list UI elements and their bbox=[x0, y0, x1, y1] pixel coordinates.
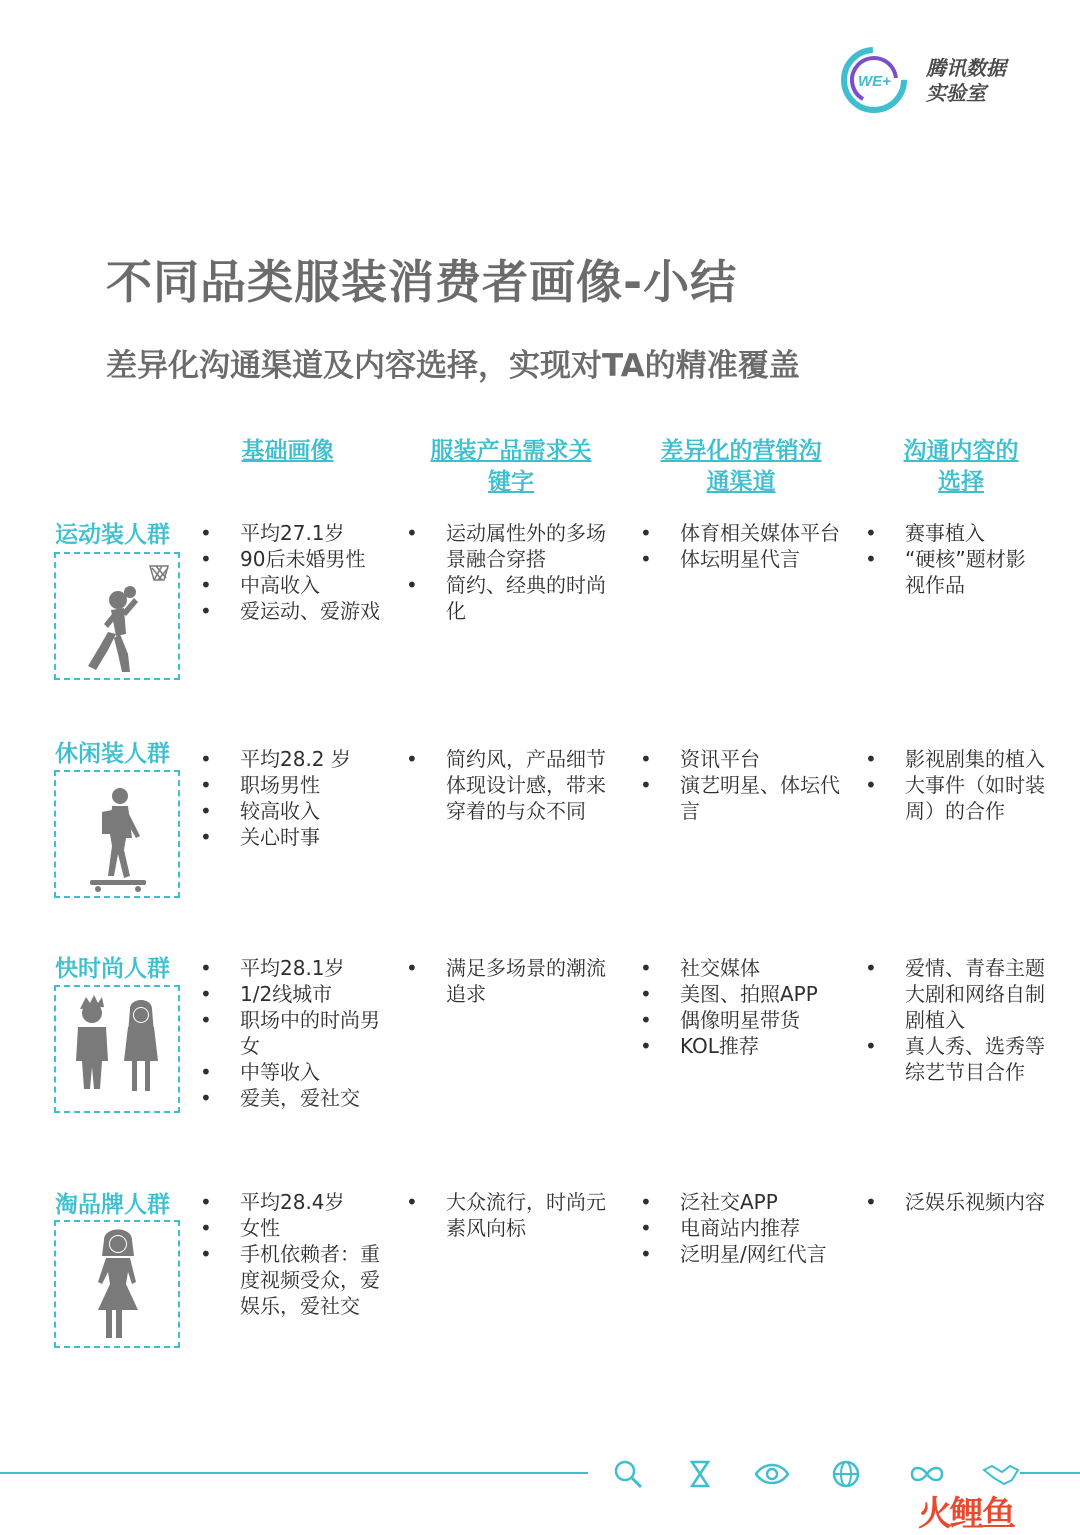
column-header-text: 差异化的营销沟 bbox=[660, 438, 822, 464]
list-item: • 较高收入 bbox=[240, 798, 390, 824]
basketball-player-icon bbox=[54, 552, 180, 680]
column-header-channels bbox=[645, 436, 837, 498]
list-item: • 资讯平台 bbox=[680, 746, 840, 772]
list-item: • 大众流行，时尚元素风向标 bbox=[446, 1189, 606, 1241]
group-label-casual: 休闲装人群 bbox=[55, 741, 170, 767]
list-item: • 关心时事 bbox=[240, 824, 390, 850]
column-header-text: 服装产品需求关 bbox=[430, 438, 592, 464]
column-header-keywords bbox=[416, 436, 606, 498]
list-item: • 运动属性外的多场景融合穿搭 bbox=[446, 520, 606, 572]
footer-divider bbox=[0, 1472, 588, 1474]
column-header-text: 基础画像 bbox=[241, 438, 334, 464]
list-item: • 赛事植入 bbox=[905, 520, 1045, 546]
column-header-text: 沟通内容的 bbox=[903, 438, 1019, 464]
list-item: • 平均28.2 岁 bbox=[240, 746, 390, 772]
column-header-text: 键字 bbox=[488, 469, 534, 495]
list-item: • 平均27.1岁 bbox=[240, 520, 390, 546]
group4-channels-cell bbox=[680, 1189, 840, 1267]
list-item: • 简约、经典的时尚化 bbox=[446, 572, 606, 624]
list-item: • 泛娱乐视频内容 bbox=[905, 1189, 1045, 1215]
page-title: 不同品类服装消费者画像-小结 bbox=[106, 255, 738, 309]
group4-keywords-cell bbox=[446, 1189, 606, 1241]
column-header-text: 通渠道 bbox=[706, 469, 776, 495]
list-item: • 满足多场景的潮流追求 bbox=[446, 955, 606, 1007]
list-item: • 女性 bbox=[240, 1215, 390, 1241]
search-icon bbox=[612, 1458, 644, 1490]
column-header-profile bbox=[205, 436, 370, 467]
page-subtitle: 差异化沟通渠道及内容选择，实现对TA的精准覆盖 bbox=[106, 348, 800, 384]
group4-profile-cell bbox=[240, 1189, 390, 1319]
group2-content-cell bbox=[905, 746, 1045, 824]
group-label-sports: 运动装人群 bbox=[55, 522, 170, 548]
brand-name-line1: 腾讯数据 bbox=[926, 56, 1006, 80]
column-header-content bbox=[885, 436, 1037, 498]
list-item: • 1/2线城市 bbox=[240, 981, 390, 1007]
list-item: • 社交媒体 bbox=[680, 955, 840, 981]
svg-text:WE+: WE+ bbox=[858, 73, 891, 90]
young-couple-icon bbox=[54, 985, 180, 1113]
we-plus-logo-icon bbox=[838, 42, 918, 118]
list-item: • 简约风，产品细节体现设计感，带来穿着的与众不同 bbox=[446, 746, 606, 824]
list-item: • 职场男性 bbox=[240, 772, 390, 798]
list-item: • 泛明星/网红代言 bbox=[680, 1241, 840, 1267]
list-item: • 爱美，爱社交 bbox=[240, 1085, 390, 1111]
brand-name-line2: 实验室 bbox=[926, 81, 986, 105]
list-item: • 电商站内推荐 bbox=[680, 1215, 840, 1241]
list-item: • 演艺明星、体坛代言 bbox=[680, 772, 840, 824]
hourglass-icon bbox=[684, 1458, 716, 1490]
list-item: • 中等收入 bbox=[240, 1059, 390, 1085]
footer-divider-right bbox=[1020, 1472, 1080, 1474]
watermark: 火鲤鱼 bbox=[918, 1494, 1014, 1534]
brand-logo bbox=[838, 42, 1018, 118]
group3-channels-cell bbox=[680, 955, 840, 1059]
group2-profile-cell bbox=[240, 746, 390, 850]
list-item: • 平均28.4岁 bbox=[240, 1189, 390, 1215]
globe-icon bbox=[830, 1458, 862, 1490]
skateboarder-icon bbox=[54, 770, 180, 898]
list-item: • 平均28.1岁 bbox=[240, 955, 390, 981]
list-item: • 美图、拍照APP bbox=[680, 981, 840, 1007]
group3-content-cell bbox=[905, 955, 1045, 1085]
list-item: • 影视剧集的植入 bbox=[905, 746, 1045, 772]
column-header-text: 选择 bbox=[938, 469, 984, 495]
list-item: • 真人秀、选秀等综艺节目合作 bbox=[905, 1033, 1045, 1085]
list-item: • 职场中的时尚男女 bbox=[240, 1007, 390, 1059]
list-item: • 90后未婚男性 bbox=[240, 546, 390, 572]
list-item: • “硬核”题材影视作品 bbox=[905, 546, 1045, 598]
woman-icon bbox=[54, 1220, 180, 1348]
group3-profile-cell bbox=[240, 955, 390, 1111]
group2-channels-cell bbox=[680, 746, 840, 824]
list-item: • 体坛明星代言 bbox=[680, 546, 840, 572]
eye-icon bbox=[754, 1458, 790, 1490]
group4-content-cell bbox=[905, 1189, 1045, 1215]
brand-name bbox=[926, 56, 1006, 106]
list-item: • 手机依赖者：重度视频受众，爱娱乐，爱社交 bbox=[240, 1241, 390, 1319]
group-label-taobao-brand: 淘品牌人群 bbox=[55, 1192, 170, 1218]
list-item: • 泛社交APP bbox=[680, 1189, 840, 1215]
list-item: • 大事件（如时装周）的合作 bbox=[905, 772, 1045, 824]
list-item: • 爱情、青春主题大剧和网络自制剧植入 bbox=[905, 955, 1045, 1033]
list-item: • KOL推荐 bbox=[680, 1033, 840, 1059]
group3-keywords-cell bbox=[446, 955, 606, 1007]
list-item: • 中高收入 bbox=[240, 572, 390, 598]
group1-content-cell bbox=[905, 520, 1045, 598]
group1-keywords-cell bbox=[446, 520, 606, 624]
group1-profile-cell bbox=[240, 520, 390, 624]
list-item: • 体育相关媒体平台 bbox=[680, 520, 840, 546]
list-item: • 偶像明星带货 bbox=[680, 1007, 840, 1033]
group2-keywords-cell bbox=[446, 746, 606, 824]
list-item: • 爱运动、爱游戏 bbox=[240, 598, 390, 624]
group-label-fast-fashion: 快时尚人群 bbox=[55, 956, 170, 982]
group1-channels-cell bbox=[680, 520, 840, 572]
